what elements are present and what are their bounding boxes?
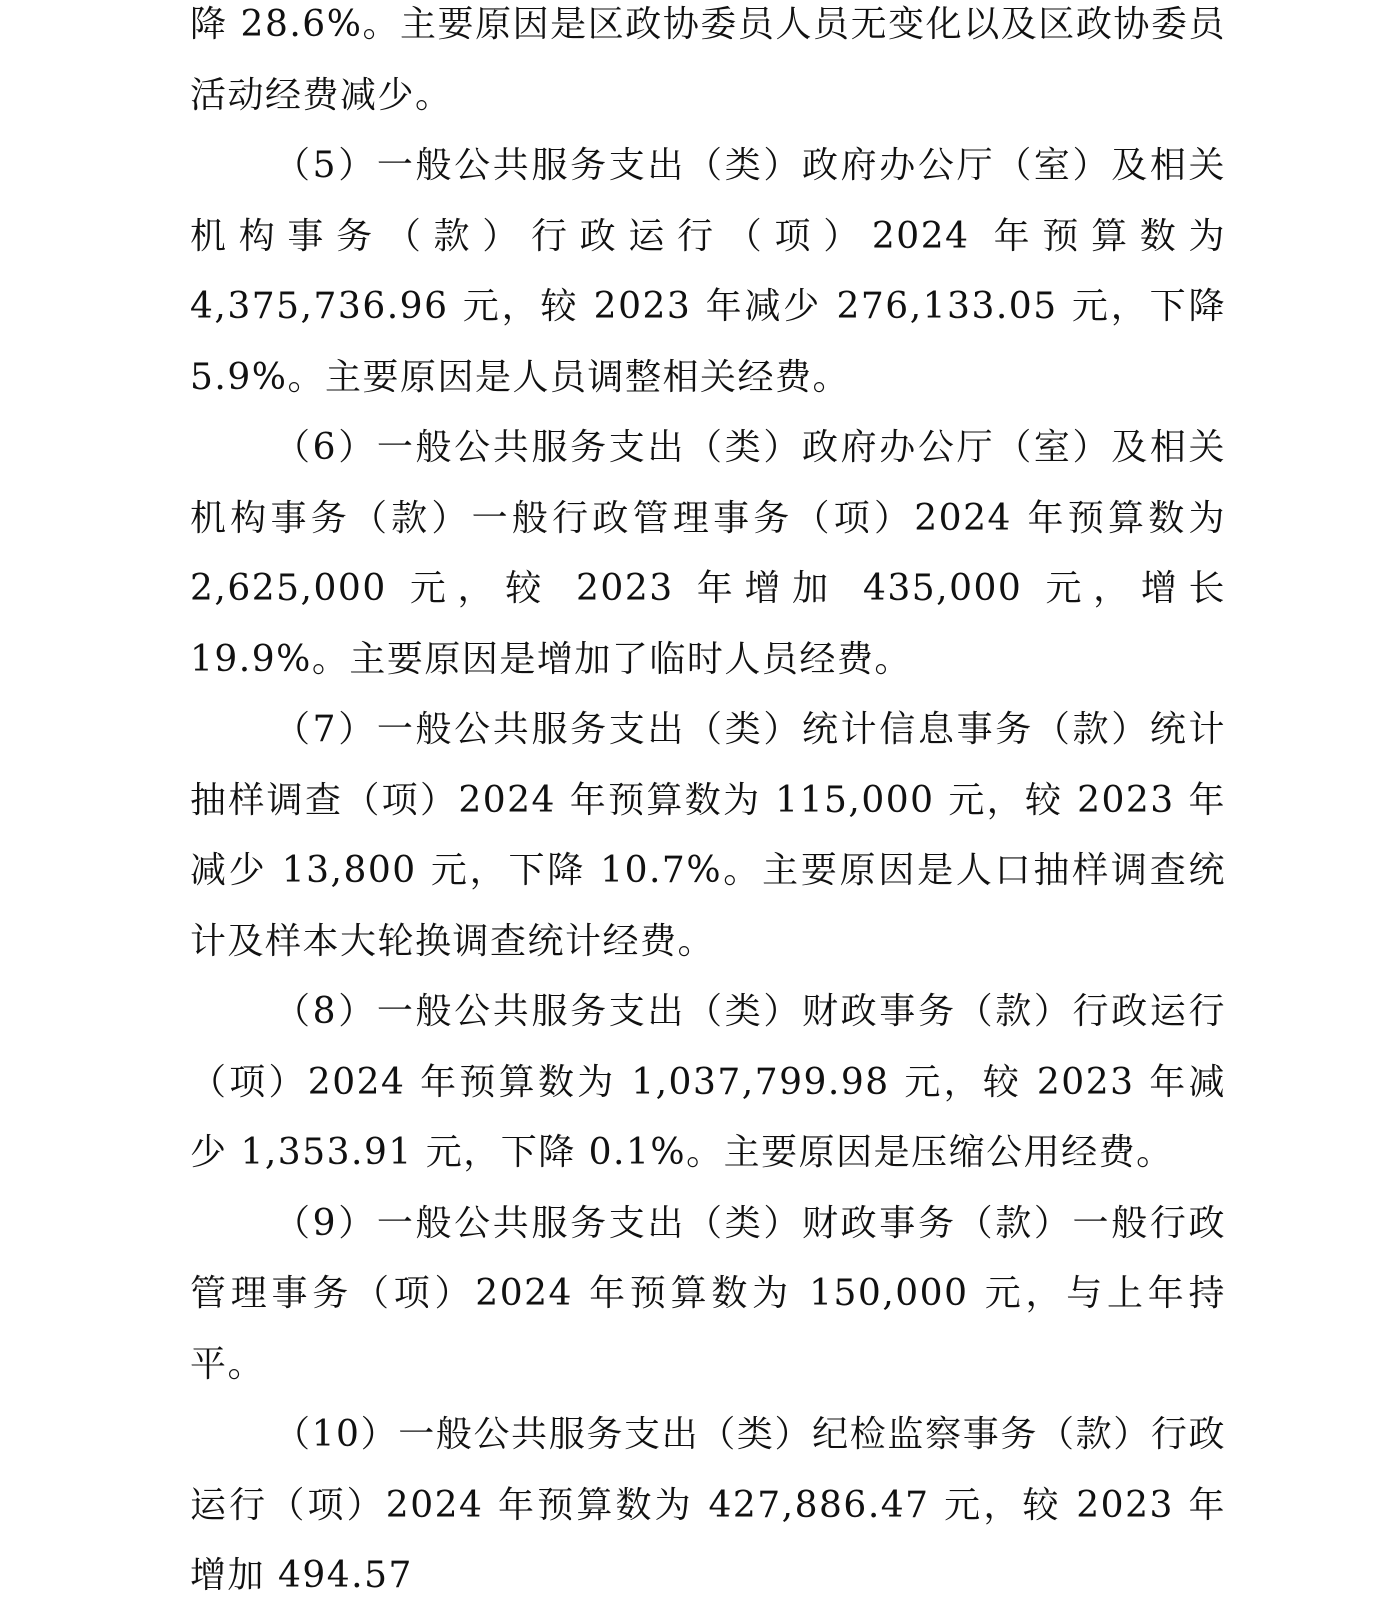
paragraph-item-4-continued: 降 28.6%。主要原因是区政协委员人员无变化以及区政协委员活动经费减少。 [190,4,1226,116]
paragraph-item-6: （6）一般公共服务支出（类）政府办公厅（室）及相关机构事务（款）一般行政管理事务（项）2024 年预算数为 2,625,000 元，较 2023 年增加 435,000 元，增长 19.9%。主要原因是增加了临时人员经费。 [190,427,1226,680]
body-text [190,0,1226,1612]
paragraph-item-9: （9）一般公共服务支出（类）财政事务（款）一般行政管理事务（项）2024 年预算数为 150,000 元，与上年持平。 [190,1202,1226,1385]
paragraph-item-5: （5）一般公共服务支出（类）政府办公厅（室）及相关机构事务（款）行政运行（项）2024 年预算数为 4,375,736.96 元，较 2023 年减少 276,133.05 元，下降 5.9%。主要原因是人员调整相关经费。 [190,145,1226,398]
paragraph-item-10: （10）一般公共服务支出（类）纪检监察事务（款）行政运行（项）2024 年预算数为 427,886.47 元，较 2023 年增加 494.57 [190,1414,1226,1596]
paragraph-item-7: （7）一般公共服务支出（类）统计信息事务（款）统计抽样调查（项）2024 年预算数为 115,000 元，较 2023 年减少 13,800 元，下降 10.7%。主要原因是人口抽样调查统计及样本大轮换调查统计经费。 [190,709,1226,962]
paragraph-item-8: （8）一般公共服务支出（类）财政事务（款）行政运行（项）2024 年预算数为 1,037,799.98 元，较 2023 年减少 1,353.91 元，下降 0.1%。主要原因是压缩公用经费。 [190,991,1226,1173]
